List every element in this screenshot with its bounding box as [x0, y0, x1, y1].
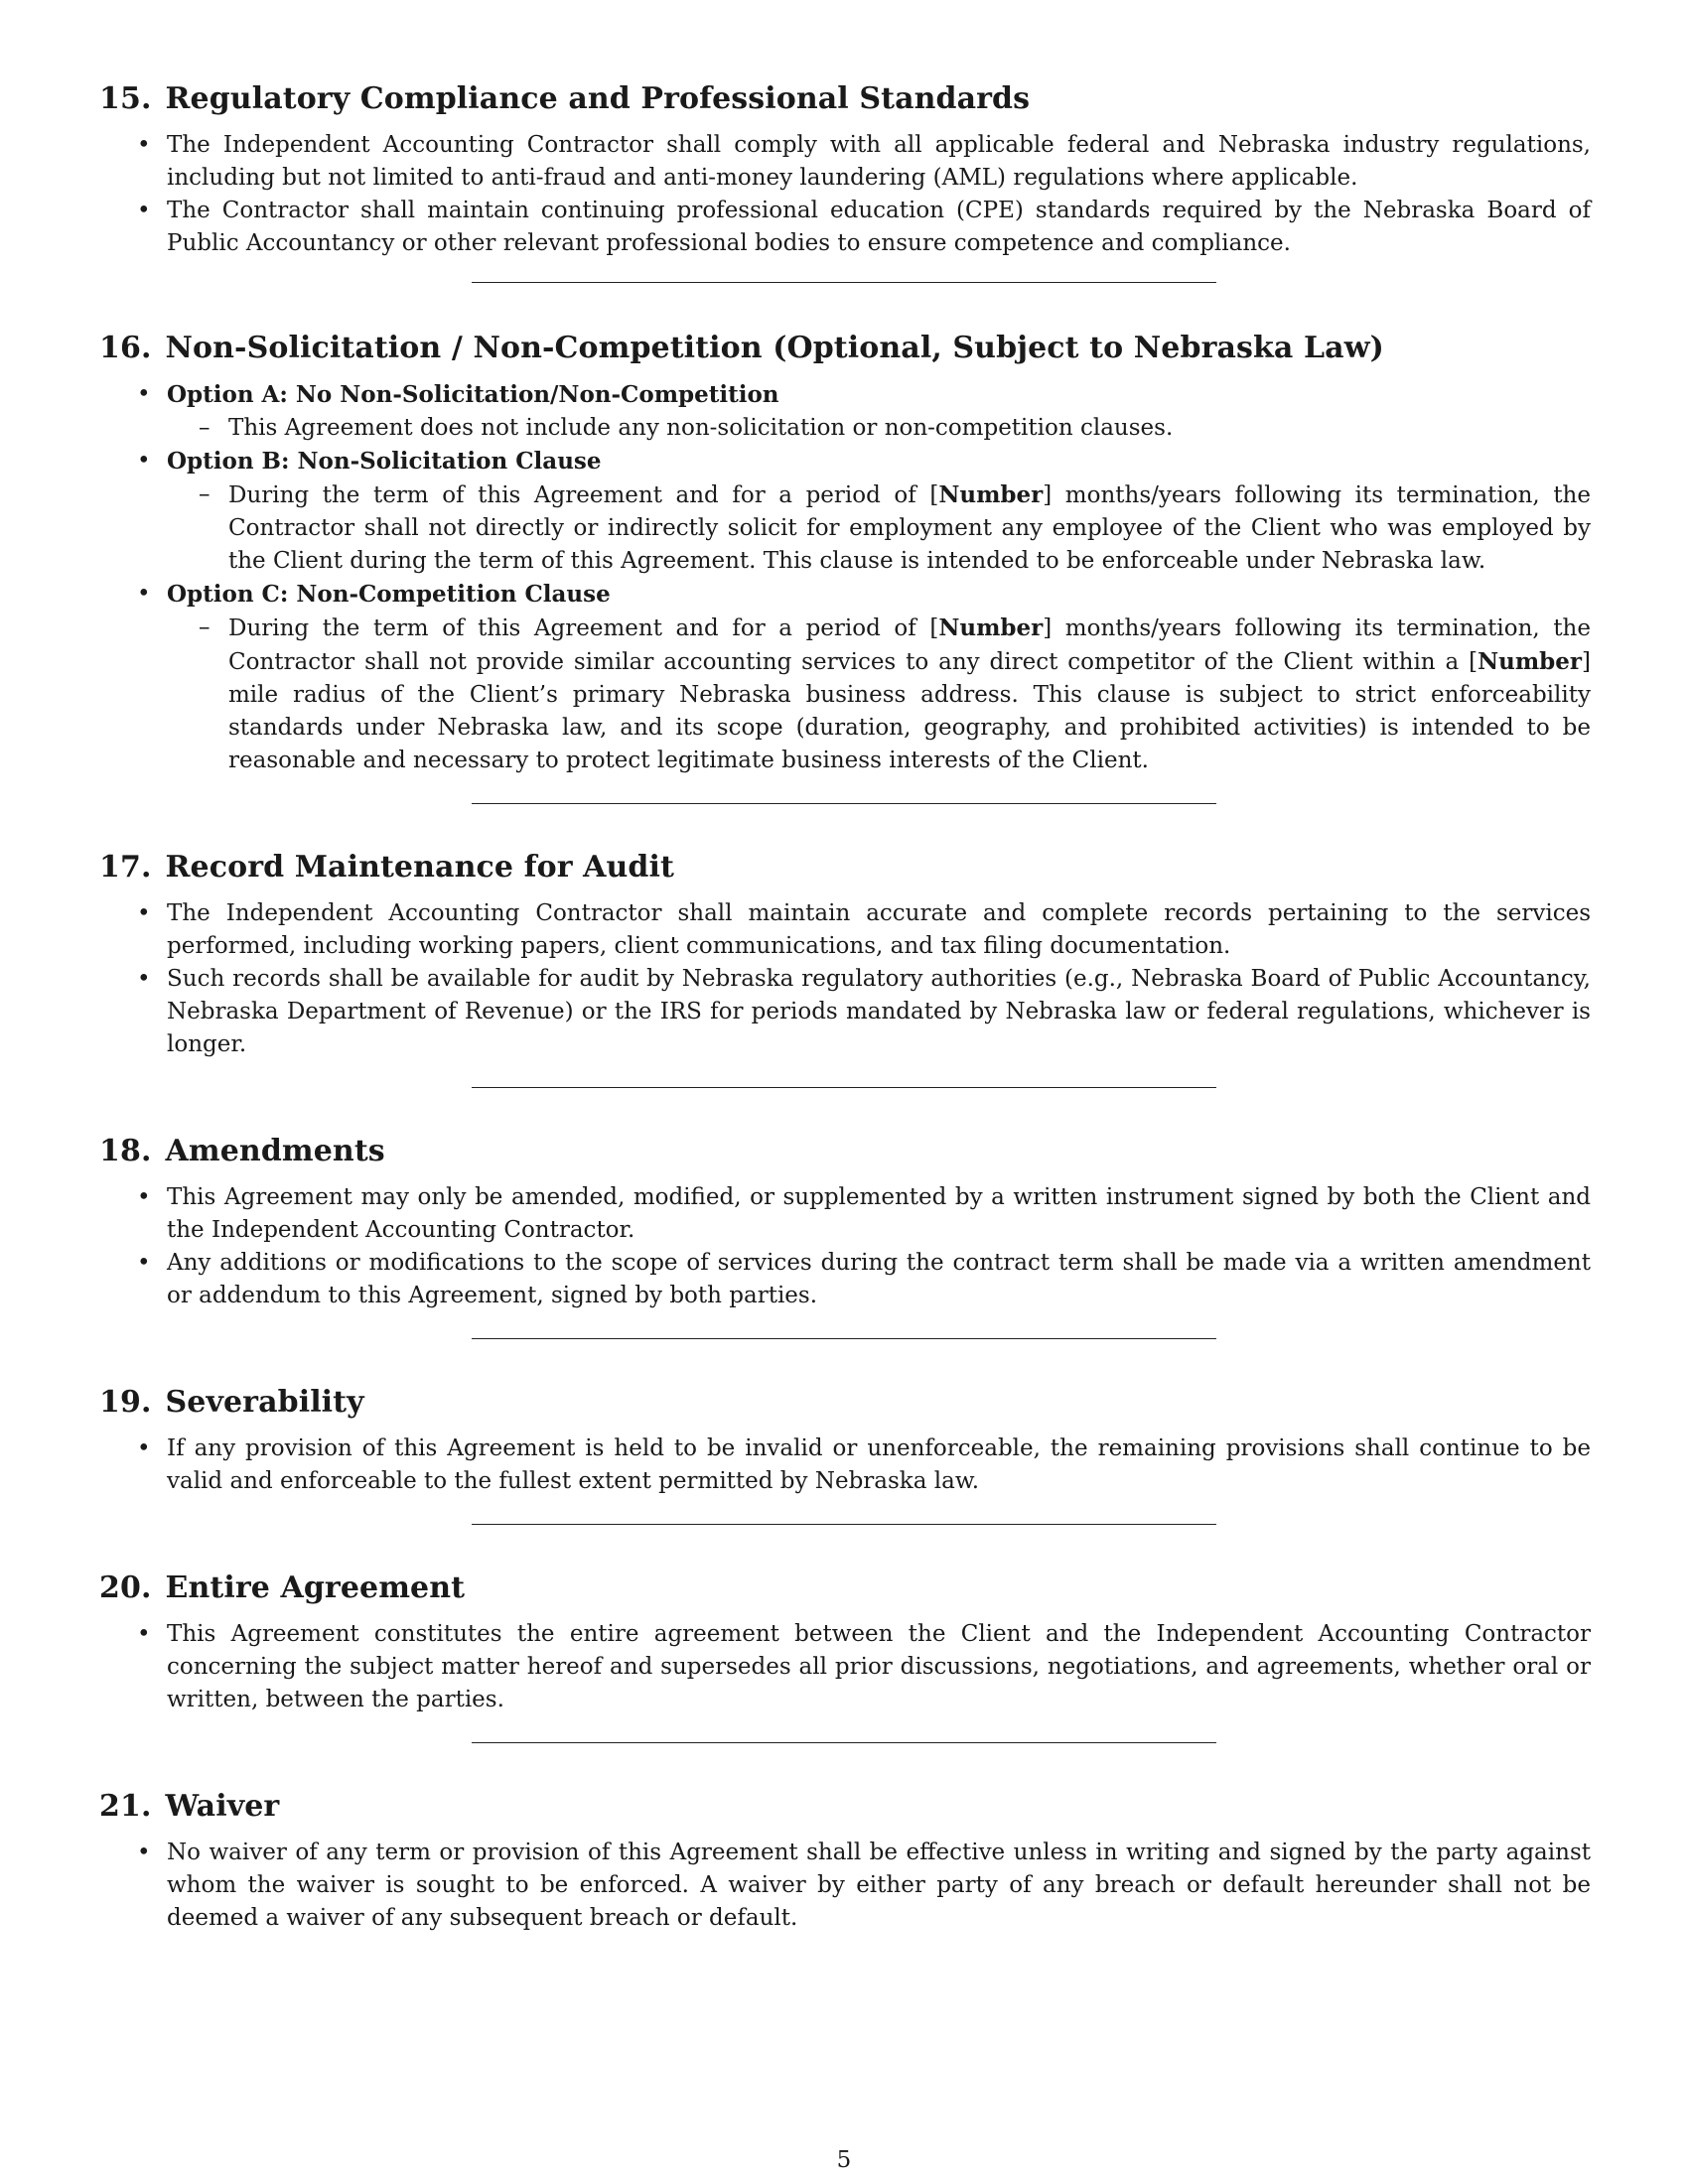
clause-text: ] months/years following its termination, the Contractor shall not provide similar accounting services to any direct competitor of the Client within a [: [228, 615, 1591, 675]
section-divider: [472, 1338, 1216, 1339]
list-item: • The Independent Accounting Contractor shall comply with all applicable federal and Nebraska industry regulations, including but not limited to anti-fraud and anti-money laundering (AML) regulations where applicable.: [99, 129, 1591, 195]
section-heading: [99, 1570, 1591, 1606]
list-item: [99, 578, 1591, 777]
section-heading: [99, 1134, 1591, 1169]
section-title: Amendments: [165, 1134, 385, 1168]
sub-list-item: [167, 478, 1591, 578]
section-number: 16.: [99, 331, 152, 365]
section-20: [99, 1570, 1591, 1716]
list-item: • This Agreement constitutes the entire agreement between the Client and the Independent Accounting Contractor concerning the subject matter hereof and supersedes all prior discussions, negotiations, and agreements, whether oral or written, between the parties.: [99, 1618, 1591, 1716]
bullet-list: [99, 129, 1591, 260]
clause-text: During the term of this Agreement and for a period of [: [228, 615, 939, 641]
section-number: 15.: [99, 81, 152, 116]
number-placeholder: Number: [1477, 648, 1583, 675]
section-divider: [472, 282, 1216, 283]
list-item: • Any additions or modifications to the scope of services during the contract term shall be made via a written amendment or addendum to this Agreement, signed by both parties.: [99, 1247, 1591, 1312]
sub-list-item: [167, 612, 1591, 777]
option-b-title: Option B: Non-Solicitation Clause: [167, 448, 602, 475]
section-title: Record Maintenance for Audit: [165, 850, 674, 885]
bullet-list: [99, 1181, 1591, 1312]
number-placeholder: Number: [938, 614, 1044, 641]
section-heading: [99, 1789, 1591, 1825]
section-number: 19.: [99, 1385, 152, 1420]
bullet-list: [99, 378, 1591, 777]
section-number: 20.: [99, 1570, 152, 1605]
section-title: Regulatory Compliance and Professional Standards: [165, 81, 1031, 116]
number-placeholder: Number: [938, 481, 1044, 508]
clause-text: ] mile radius of the Client’s primary Nebraska business address. This clause is subject to strict enforceability standards under Nebraska law, and its scope (duration, geography, and prohibited activities) is intended to be reasonable and necessary to protect legitimate business interests of the Client.: [228, 649, 1591, 773]
list-item: • This Agreement may only be amended, modified, or supplemented by a written instrument signed by both the Client and the Independent Accounting Contractor.: [99, 1181, 1591, 1247]
section-divider: [472, 1524, 1216, 1525]
section-17: [99, 850, 1591, 1061]
clause-text: ] months/years following its termination, the Contractor shall not directly or indirectly solicit for employment any employee of the Client who was employed by the Client during the term of this Agreement. This clause is intended to be enforceable under Nebraska law.: [228, 482, 1591, 574]
list-item: • The Independent Accounting Contractor shall maintain accurate and complete records pertaining to the services performed, including working papers, client communications, and tax filing documentation.: [99, 897, 1591, 963]
clause-text: During the term of this Agreement and for a period of [: [228, 482, 939, 508]
list-item: • Such records shall be available for audit by Nebraska regulatory authorities (e.g., Nebraska Board of Public Accountancy, Nebraska Department of Revenue) or the IRS for periods mandated by Nebraska law or federal regulations, whichever is longer.: [99, 963, 1591, 1061]
section-heading: [99, 331, 1591, 366]
bullet-list: [99, 1837, 1591, 1935]
sub-list: [167, 612, 1591, 777]
option-a-title: Option A: No Non-Solicitation/Non-Competition: [167, 381, 779, 408]
section-title: Non-Solicitation / Non-Competition (Optional, Subject to Nebraska Law): [165, 331, 1384, 365]
section-number: 17.: [99, 850, 152, 885]
section-21: [99, 1789, 1591, 1935]
section-divider: [472, 1087, 1216, 1088]
section-title: Entire Agreement: [165, 1570, 466, 1605]
section-title: Severability: [165, 1385, 364, 1420]
option-c-title: Option C: Non-Competition Clause: [167, 581, 611, 608]
sub-list: [167, 412, 1591, 445]
section-19: [99, 1385, 1591, 1498]
section-divider: [472, 1742, 1216, 1743]
section-18: [99, 1134, 1591, 1312]
list-item: • If any provision of this Agreement is held to be invalid or unenforceable, the remaining provisions shall continue to be valid and enforceable to the fullest extent permitted by Nebraska law.: [99, 1433, 1591, 1498]
bullet-list: [99, 1618, 1591, 1716]
section-heading: [99, 81, 1591, 117]
section-divider: [472, 803, 1216, 804]
bullet-list: [99, 1433, 1591, 1498]
section-heading: [99, 850, 1591, 886]
list-item: • No waiver of any term or provision of this Agreement shall be effective unless in writing and signed by the party against whom the waiver is sought to be enforced. A waiver by either party of any breach or default hereunder shall not be deemed a waiver of any subsequent breach or default.: [99, 1837, 1591, 1935]
list-item: [99, 445, 1591, 578]
list-item: • The Contractor shall maintain continuing professional education (CPE) standards required by the Nebraska Board of Public Accountancy or other relevant professional bodies to ensure competence and compliance.: [99, 195, 1591, 260]
section-16: [99, 331, 1591, 777]
section-title: Waiver: [165, 1789, 280, 1824]
sub-list-item: – This Agreement does not include any non-solicitation or non-competition clauses.: [167, 412, 1591, 445]
sub-list: [167, 478, 1591, 578]
page-number: 5: [836, 2147, 852, 2173]
section-number: 18.: [99, 1134, 152, 1168]
document-page: [99, 81, 1591, 1935]
section-heading: [99, 1385, 1591, 1421]
bullet-list: [99, 897, 1591, 1061]
section-15: [99, 81, 1591, 260]
section-number: 21.: [99, 1789, 152, 1824]
list-item: [99, 378, 1591, 445]
